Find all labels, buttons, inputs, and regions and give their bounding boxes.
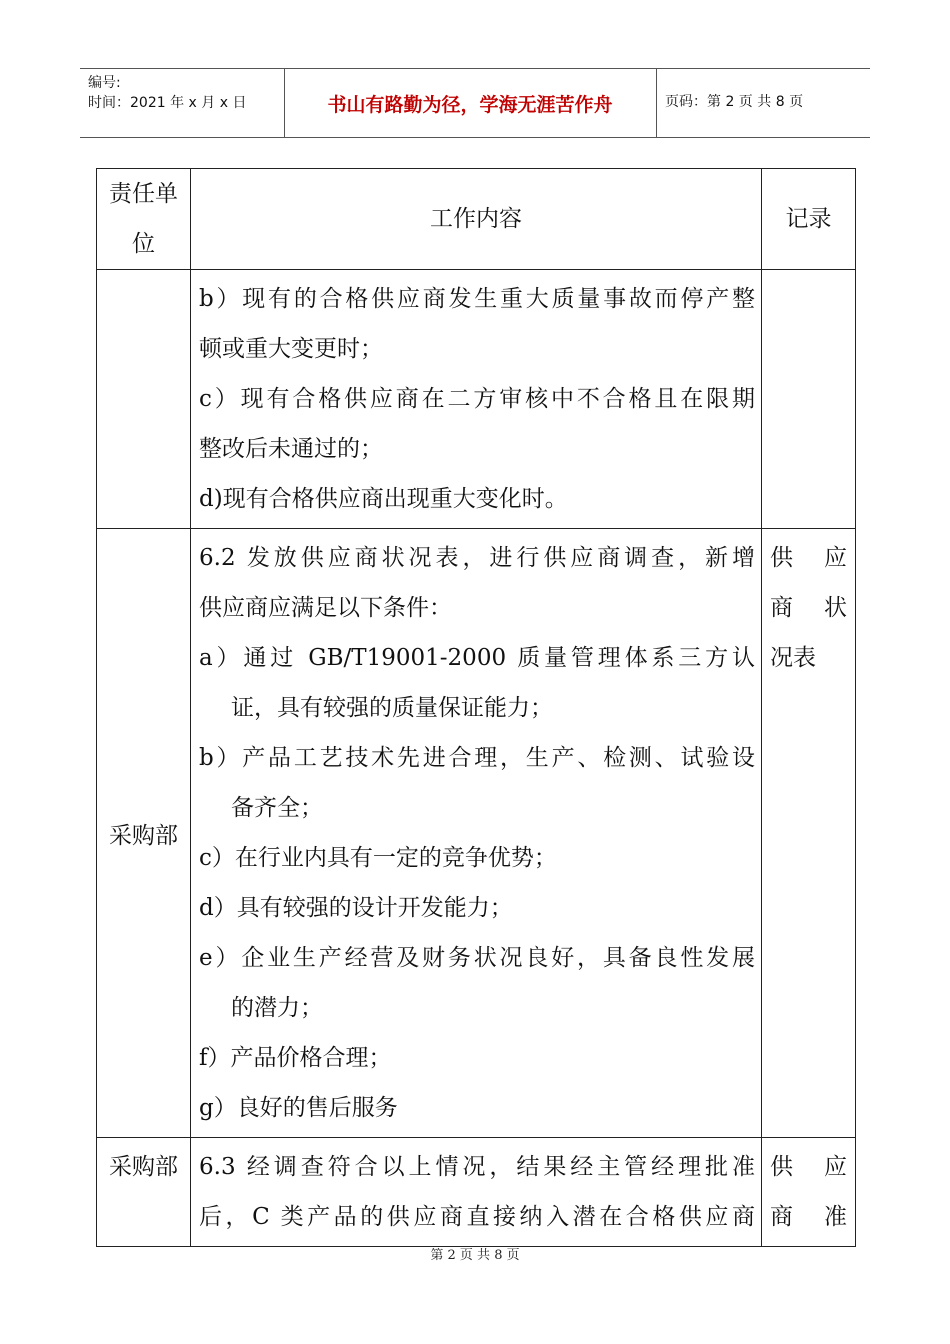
table-header-row [97, 169, 856, 270]
header-content: 工作内容 [191, 169, 762, 270]
record-line: 商 准 [770, 1204, 847, 1230]
row-content [191, 270, 762, 529]
header-record: 记录 [762, 169, 856, 270]
content-line: c）现有合格供应商在二方审核中不合格且在限期 [199, 386, 755, 412]
document-time: 时间：2021 年 x 月 x 日 [88, 95, 247, 111]
header-page-info: 页码：第 2 页 共 8 页 [665, 94, 804, 110]
row-content [191, 1138, 762, 1247]
content-line: 备齐全； [231, 795, 323, 821]
row-content [191, 529, 762, 1138]
content-line: 6.2 发放供应商状况表，进行供应商调查，新增 [199, 545, 755, 571]
content-line: g）良好的售后服务 [199, 1095, 398, 1121]
content-line: a）通过 GB/T19001-2000 质量管理体系三方认 [199, 645, 755, 671]
table-row [97, 529, 856, 1138]
content-line: d)现有合格供应商出现重大变化时。 [199, 486, 568, 512]
row-unit-label: 采购部 [109, 1154, 178, 1180]
page-footer: 第 2 页 共 8 页 [430, 1248, 520, 1263]
header-meta [88, 73, 288, 113]
record-line: 商 状 [770, 595, 847, 621]
content-line: 顿或重大变更时； [199, 336, 383, 362]
content-line: b）产品工艺技术先进合理，生产、检测、试验设 [199, 745, 755, 771]
record-line: 供 应 [770, 1154, 847, 1180]
content-line: 证，具有较强的质量保证能力； [231, 695, 553, 721]
row-unit [97, 1138, 191, 1247]
content-line: e）企业生产经营及财务状况良好，具备良性发展 [199, 945, 755, 971]
content-line: b）现有的合格供应商发生重大质量事故而停产整 [199, 286, 755, 312]
table-row [97, 270, 856, 529]
table-row [97, 1138, 856, 1247]
content-line: 后，C 类产品的供应商直接纳入潜在合格供应商 [199, 1204, 755, 1230]
header-unit-line: 位 [132, 231, 155, 257]
header-motto: 书山有路勤为径，学海无涯苦作舟 [327, 93, 613, 116]
content-line: 6.3 经调查符合以上情况，结果经主管经理批准 [199, 1154, 755, 1180]
content-line: 整改后未通过的； [199, 436, 383, 462]
row-unit [97, 270, 191, 529]
header-unit-line: 责任单 [109, 181, 178, 207]
page-header [80, 68, 870, 138]
row-record [762, 270, 856, 529]
procedure-table [96, 168, 856, 1247]
header-unit [97, 169, 191, 270]
row-record [762, 529, 856, 1138]
content-line: 的潜力； [231, 995, 323, 1021]
document-number-label: 编号: [88, 75, 121, 91]
content-line: c）在行业内具有一定的竞争优势； [199, 845, 557, 871]
row-unit: 采购部 [97, 529, 191, 1138]
row-record [762, 1138, 856, 1247]
content-line: d）具有较强的设计开发能力； [199, 895, 513, 921]
record-line: 况表 [770, 645, 816, 671]
content-line: 供应商应满足以下条件： [199, 595, 452, 621]
header-divider [656, 69, 657, 137]
record-line: 供 应 [770, 545, 847, 571]
content-line: f）产品价格合理； [199, 1045, 392, 1071]
